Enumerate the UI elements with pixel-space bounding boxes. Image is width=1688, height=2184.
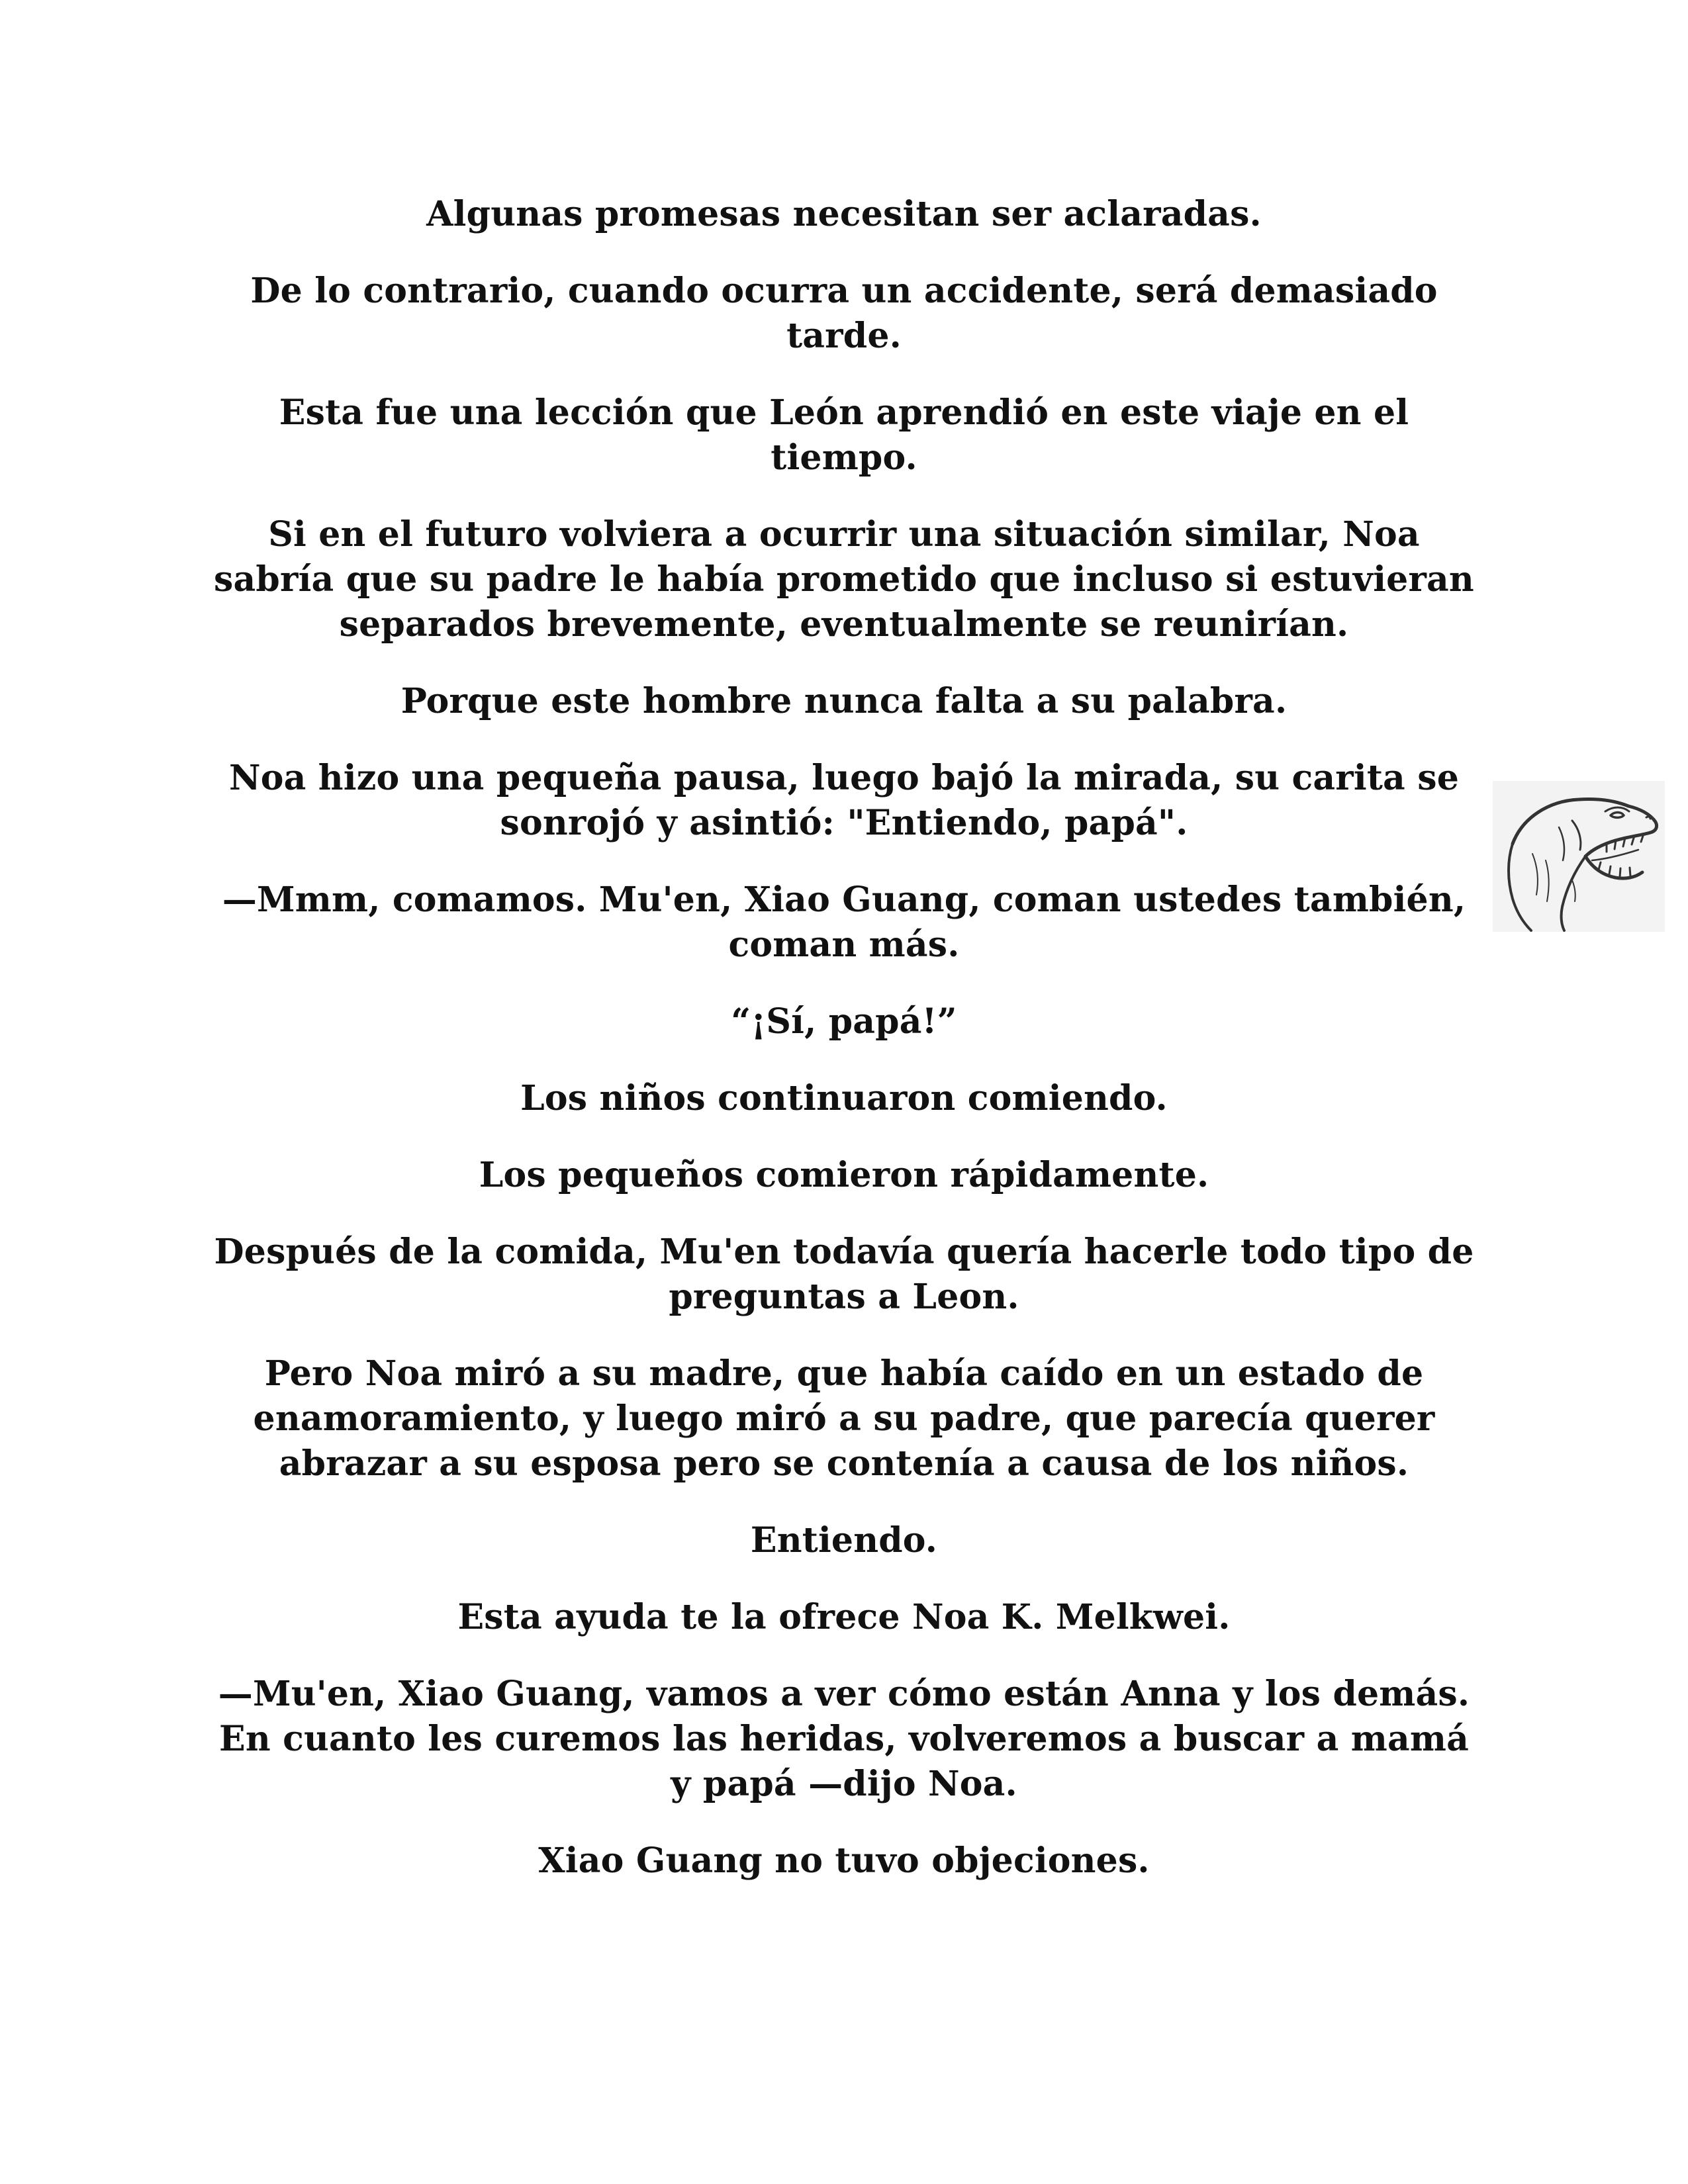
- paragraph: Xiao Guang no tuvo objeciones.: [538, 1841, 1150, 1881]
- paragraph: Esta fue una lección que León aprendió en este viaje en el tiempo.: [279, 392, 1409, 478]
- paragraph: Después de la comida, Mu'en todavía quería hacerle todo tipo de preguntas a Leon.: [214, 1232, 1474, 1317]
- paragraph: Algunas promesas necesitan ser aclaradas.: [426, 194, 1262, 234]
- paragraph: Pero Noa miró a su madre, que había caído en un estado de enamoramiento, y luego miró a su padre, que parecía querer abrazar a su esposa pero se contenía a causa de los niños.: [253, 1353, 1435, 1484]
- paragraph: Noa hizo una pequeña pausa, luego bajó la mirada, su carita se sonrojó y asintió: "Entiendo, papá".: [228, 758, 1460, 843]
- paragraph: Si en el futuro volviera a ocurrir una situación similar, Noa sabría que su padre le había prometido que incluso si estuvieran separados brevemente, eventualmente se reunirían.: [214, 514, 1474, 645]
- body-text: [212, 192, 1476, 1884]
- paragraph: “¡Sí, papá!”: [731, 1001, 957, 1042]
- paragraph: Los pequeños comieron rápidamente.: [479, 1155, 1209, 1195]
- dinosaur-sketch-icon: [1493, 781, 1665, 932]
- paragraph: De lo contrario, cuando ocurra un accidente, será demasiado tarde.: [250, 271, 1438, 356]
- paragraph: Entiendo.: [750, 1520, 938, 1561]
- paragraph: Los niños continuaron comiendo.: [520, 1078, 1168, 1118]
- paragraph: —Mmm, comamos. Mu'en, Xiao Guang, coman ustedes también, coman más.: [222, 880, 1466, 965]
- paragraph: Esta ayuda te la ofrece Noa K. Melkwei.: [457, 1597, 1231, 1637]
- paragraph: Porque este hombre nunca falta a su palabra.: [400, 681, 1288, 721]
- paragraph: —Mu'en, Xiao Guang, vamos a ver cómo están Anna y los demás. En cuanto les curemos las heridas, volveremos a buscar a mamá y papá —dijo Noa.: [218, 1674, 1470, 1804]
